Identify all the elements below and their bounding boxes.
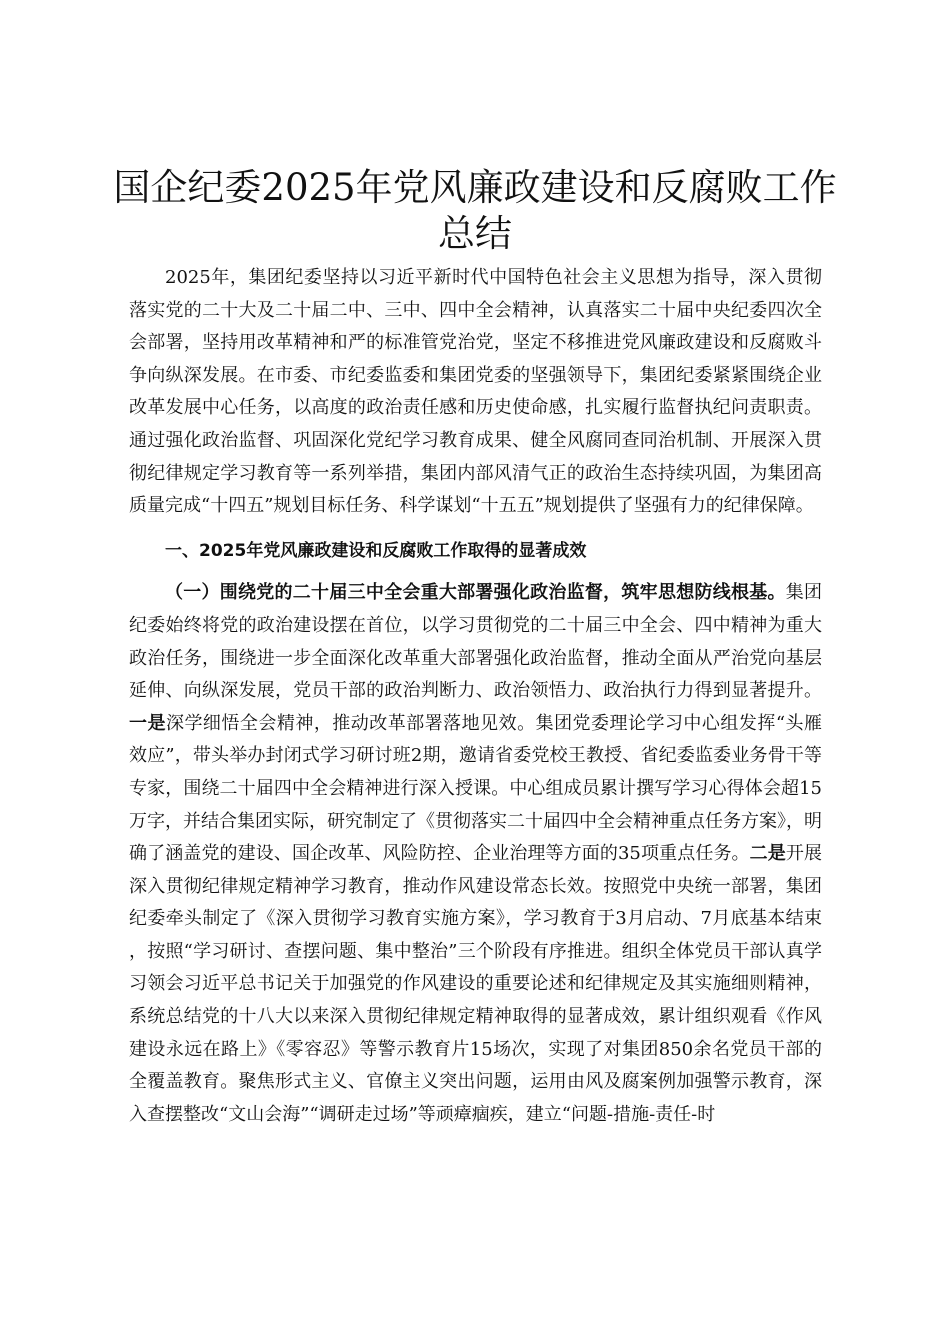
intro-paragraph: 2025年，集团纪委坚持以习近平新时代中国特色社会主义思想为指导，深入贯彻落实党的二十大及二十届二中、三中、四中全会精神，认真落实二十届中央纪委四次全会部署，坚持用改革精神和严的标准管党治党，坚定不移推进党风廉政建设和反腐败斗争向纵深发展。在市委、市纪委监委和集团党委的坚强领导下，集团纪委紧紧围绕企业改革发展中心任务，以高度的政治责任感和历史使命感，扎实履行监督执纪问责职责。通过强化政治监督、巩固深化党纪学习教育成果、健全风腐同查同治机制、开展深入贯彻纪律规定学习教育等一系列举措，集团内部风清气正的政治生态持续巩固，为集团高质量完成“十四五”规划目标任务、科学谋划“十五五”规划提供了坚强有力的纪律保障。 xyxy=(129,267,822,517)
subsection-text-c: 开展深入贯彻纪律规定精神学习教育，推动作风建设常态长效。按照党中央统一部署，集团纪委牵头制定了《深入贯彻学习教育实施方案》，学习教育于3月启动、7月底基本结束，按照“学习研讨、查摆问题、集中整治”三个阶段有序推进。组织全体党员干部认真学习领会习近平总书记关于加强党的作风建设的重要论述和纪律规定及其实施细则精神，系统总结党的十八大以来深入贯彻纪律规定精神取得的显著成效，累计组织观看《作风建设永远在路上》《零容忍》等警示教育片15场次，实现了对集团850余名党员干部的全覆盖教育。聚焦形式主义、官僚主义突出问题，运用由风及腐案例加强警示教育，深入查摆整改“文山会海”“调研走过场”等顽瘴痼疾，建立“问题-措施-责任-时 xyxy=(129,843,823,1125)
lead-one: 一是 xyxy=(129,712,166,734)
document-body xyxy=(129,262,822,1131)
subsection-text-a: 集团纪委始终将党的政治建设摆在首位，以学习贯彻党的二十届三中全会、四中精神为重大政治任务，围绕进一步全面深化改革重大部署强化政治监督，推动全面从严治党向基层延伸、向纵深发展，党员干部的政治判断力、政治领悟力、政治执行力得到显著提升。 xyxy=(129,582,823,702)
section-heading: 一、2025年党风廉政建设和反腐败工作取得的显著成效 xyxy=(165,540,587,561)
subsection-heading: （一）围绕党的二十届三中全会重大部署强化政治监督，筑牢思想防线根基。 xyxy=(165,582,786,604)
lead-two: 二是 xyxy=(749,843,786,865)
subsection-paragraph xyxy=(129,577,822,1131)
document-title: 国企纪委2025年党风廉政建设和反腐败工作总结 xyxy=(113,166,837,255)
subsection-text-b: 深学细悟全会精神，推动改革部署落地见效。集团党委理论学习中心组发挥“头雁效应”，带头举办封闭式学习研讨班2期，邀请省委党校王教授、省纪委监委业务骨干等专家，围绕二十届四中全会精神进行深入授课。中心组成员累计撰写学习心得体会超15万字，并结合集团实际，研究制定了《贯彻落实二十届四中全会精神重点任务方案》，明确了涵盖党的建设、国企改革、风险防控、企业治理等方面的35项重点任务。 xyxy=(129,712,823,865)
